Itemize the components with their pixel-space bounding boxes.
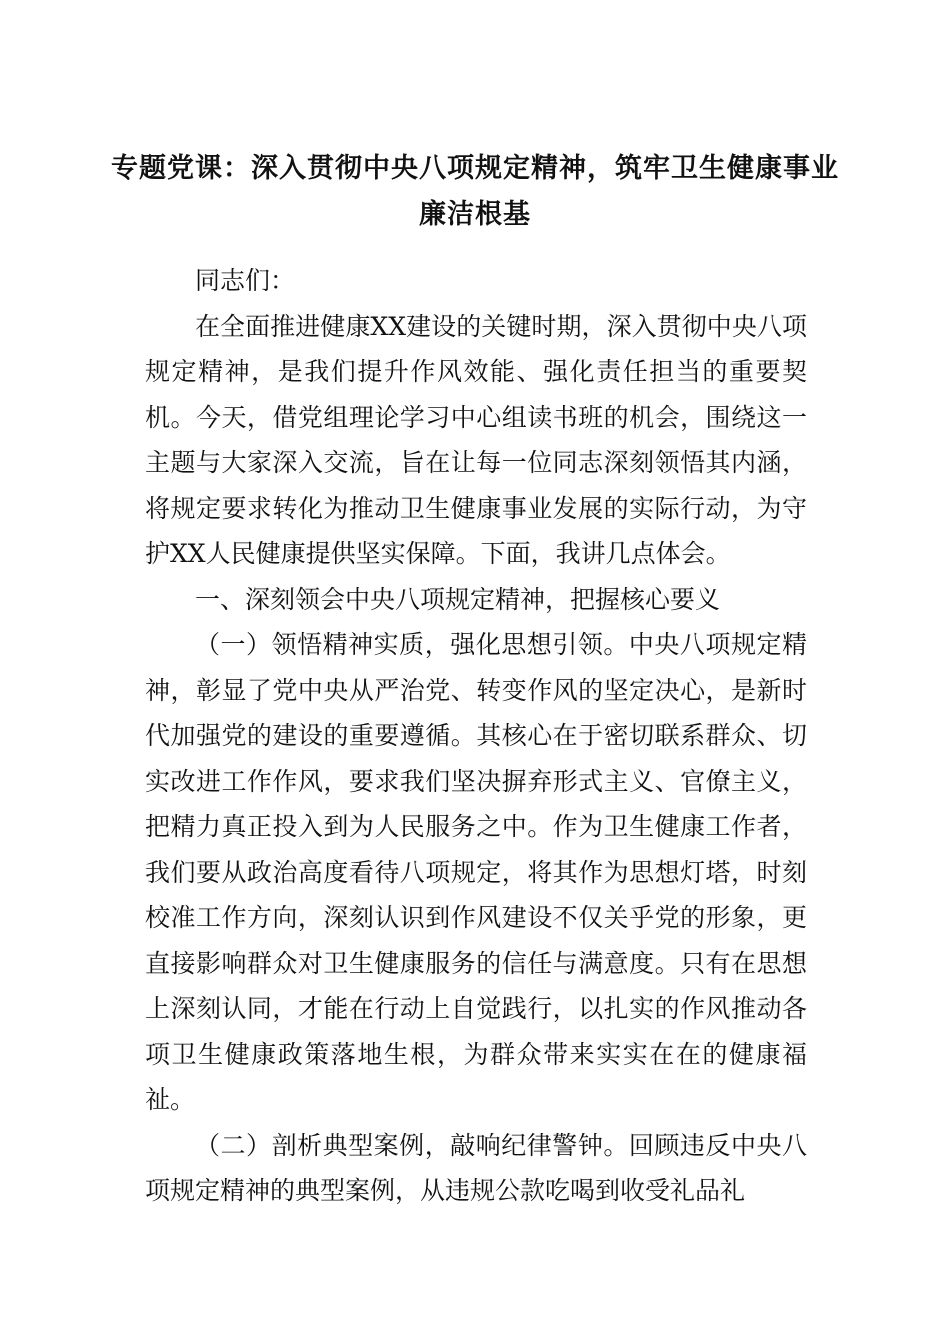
section-heading-1: 一、深刻领会中央八项规定精神，把握核心要义	[195, 584, 721, 614]
paragraph-subsection-2: （二）剖析典型案例，敲响纪律警钟。回顾违反中央八项规定精神的典型案例，从违规公款吃喝到收受礼品礼	[145, 1130, 807, 1205]
document-title: 专题党课：深入贯彻中央八项规定精神，筑牢卫生健康事业廉洁根基	[111, 153, 839, 230]
paragraph-subsection-1: （一）领悟精神实质，强化思想引领。中央八项规定精神，彰显了党中央从严治党、转变作风的坚定决心，是新时代加强党的建设的重要遵循。其核心在于密切联系群众、切实改进工作作风，要求我们坚决摒弃形式主义、官僚主义，把精力真正投入到为人民服务之中。作为卫生健康工作者，我们要从政治高度看待八项规定，将其作为思想灯塔，时刻校准工作方向，深刻认识到作风建设不仅关乎党的形象，更直接影响群众对卫生健康服务的信任与满意度。只有在思想上深刻认同，才能在行动上自觉践行，以扎实的作风推动各项卫生健康政策落地生根，为群众带来实实在在的健康福祉。	[145, 630, 807, 1114]
greeting: 同志们：	[195, 266, 296, 295]
document-body	[145, 258, 807, 1214]
paragraph-intro: 在全面推进健康XX建设的关键时期，深入贯彻中央八项规定精神，是我们提升作风效能、强化责任担当的重要契机。今天，借党组理论学习中心组读书班的机会，围绕这一主题与大家深入交流，旨在让每一位同志深刻领悟其内涵，将规定要求转化为推动卫生健康事业发展的实际行动，为守护XX人民健康提供坚实保障。下面，我讲几点体会。	[145, 311, 807, 568]
